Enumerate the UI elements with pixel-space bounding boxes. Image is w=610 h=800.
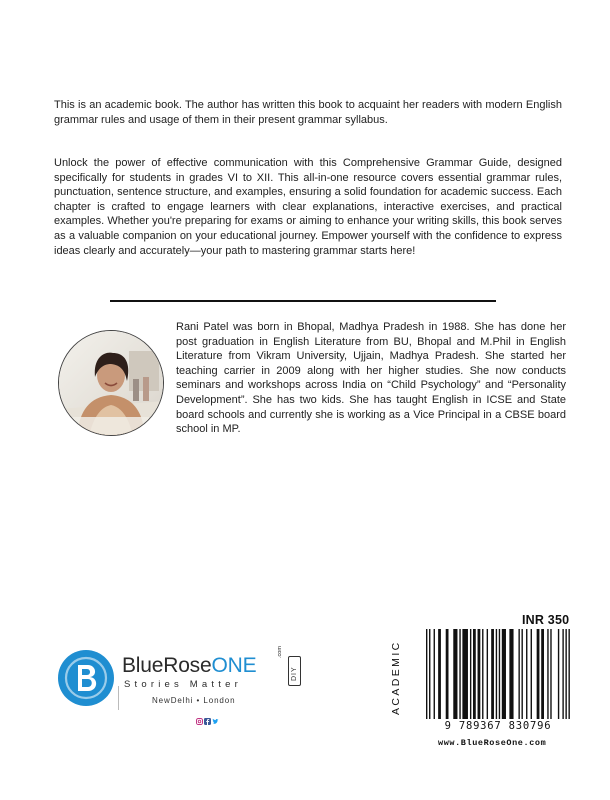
barcode-bar xyxy=(537,629,540,719)
barcode-bar xyxy=(429,629,430,719)
author-photo xyxy=(58,330,164,436)
barcode-bar xyxy=(562,629,563,719)
bluerose-logo-icon xyxy=(57,649,115,707)
barcode-bar xyxy=(473,629,476,719)
author-bio: Rani Patel was born in Bhopal, Madhya Pradesh in 1988. She has done her post graduation in English Literature from BU, Bhopal and M.Phil in English Literature from Vikram University, Ujjain, Madhya Pradesh. She started her teaching carrier in 2009 along with her higher studies. She now conducts seminars and workshops across India on “Child Psychology” and “Personality Development”. She has two kids. She has taught English in ICSE and State board schools and currently she is working as a Vice Principal in a CBSE board school in MP. xyxy=(176,321,566,436)
logo-divider xyxy=(118,686,119,710)
barcode-bar xyxy=(491,629,494,719)
barcode-bar xyxy=(470,629,471,719)
barcode-bar xyxy=(526,629,527,719)
instagram-icon xyxy=(196,712,203,719)
barcode-bar xyxy=(541,629,544,719)
social-icons xyxy=(196,712,219,719)
category-label: ACADEMIC xyxy=(390,640,402,715)
author-portrait-illustration xyxy=(59,331,164,436)
barcode-bar xyxy=(482,629,483,719)
publisher-cities: NewDelhi • London xyxy=(152,696,236,705)
isbn-barcode xyxy=(426,629,570,719)
barcode-bar xyxy=(531,629,532,719)
publisher-name-part2: ONE xyxy=(211,654,257,677)
barcode-bar xyxy=(434,629,435,719)
barcode-bar xyxy=(565,629,566,719)
isbn-number: 9 789367 830796 xyxy=(444,720,552,732)
barcode-bar xyxy=(502,629,506,719)
barcode-bar xyxy=(438,629,441,719)
publisher-name xyxy=(122,654,256,678)
barcode-bar xyxy=(426,629,427,719)
publisher-website: www.BlueRoseOne.com xyxy=(438,738,547,748)
barcode-bar xyxy=(550,629,551,719)
barcode-bar xyxy=(487,629,488,719)
barcode-bar xyxy=(558,629,559,719)
diy-badge-text: DIY xyxy=(291,666,298,681)
facebook-icon xyxy=(204,712,211,719)
intro-paragraph: This is an academic book. The author has written this book to acquaint her readers with modern English grammar rules and usage of them in their present grammar syllabus. xyxy=(54,99,562,126)
description-paragraph: Unlock the power of effective communication with this Comprehensive Grammar Guide, designed specifically for students in grades VI to XII. This all-in-one resource covers essential grammar rules, punctuation, sentence structure, and examples, ensuring a solid foundation for academic success. Each chapter is crafted to engage learners with clear explanations, interactive exercises, and practical examples. Whether you're preparing for exams or aiming to enhance your writing skills, this book serves as a valuable companion on your educational journey. Empower yourself with the confidence to express ideas clearly and accurately—your path to mastering grammar starts here! xyxy=(54,157,562,257)
barcode-bar xyxy=(446,629,449,719)
barcode-bar xyxy=(509,629,513,719)
barcode-bar xyxy=(518,629,519,719)
price-label: INR 350 xyxy=(522,613,570,627)
diy-badge xyxy=(288,656,301,686)
twitter-icon xyxy=(212,712,219,719)
barcode-bar xyxy=(453,629,457,719)
barcode-bar xyxy=(568,629,569,719)
publisher-tagline: Stories Matter xyxy=(124,679,242,690)
barcode-bar xyxy=(462,629,468,719)
publisher-name-part1: BlueRose xyxy=(122,654,212,677)
barcode-bar xyxy=(499,629,500,719)
barcode-bar xyxy=(521,629,522,719)
barcode-bar xyxy=(478,629,481,719)
barcode-bar xyxy=(459,629,460,719)
barcode-bar xyxy=(496,629,497,719)
section-divider xyxy=(110,300,496,302)
barcode-bar xyxy=(547,629,548,719)
publisher-dotcom: .com xyxy=(277,646,283,658)
